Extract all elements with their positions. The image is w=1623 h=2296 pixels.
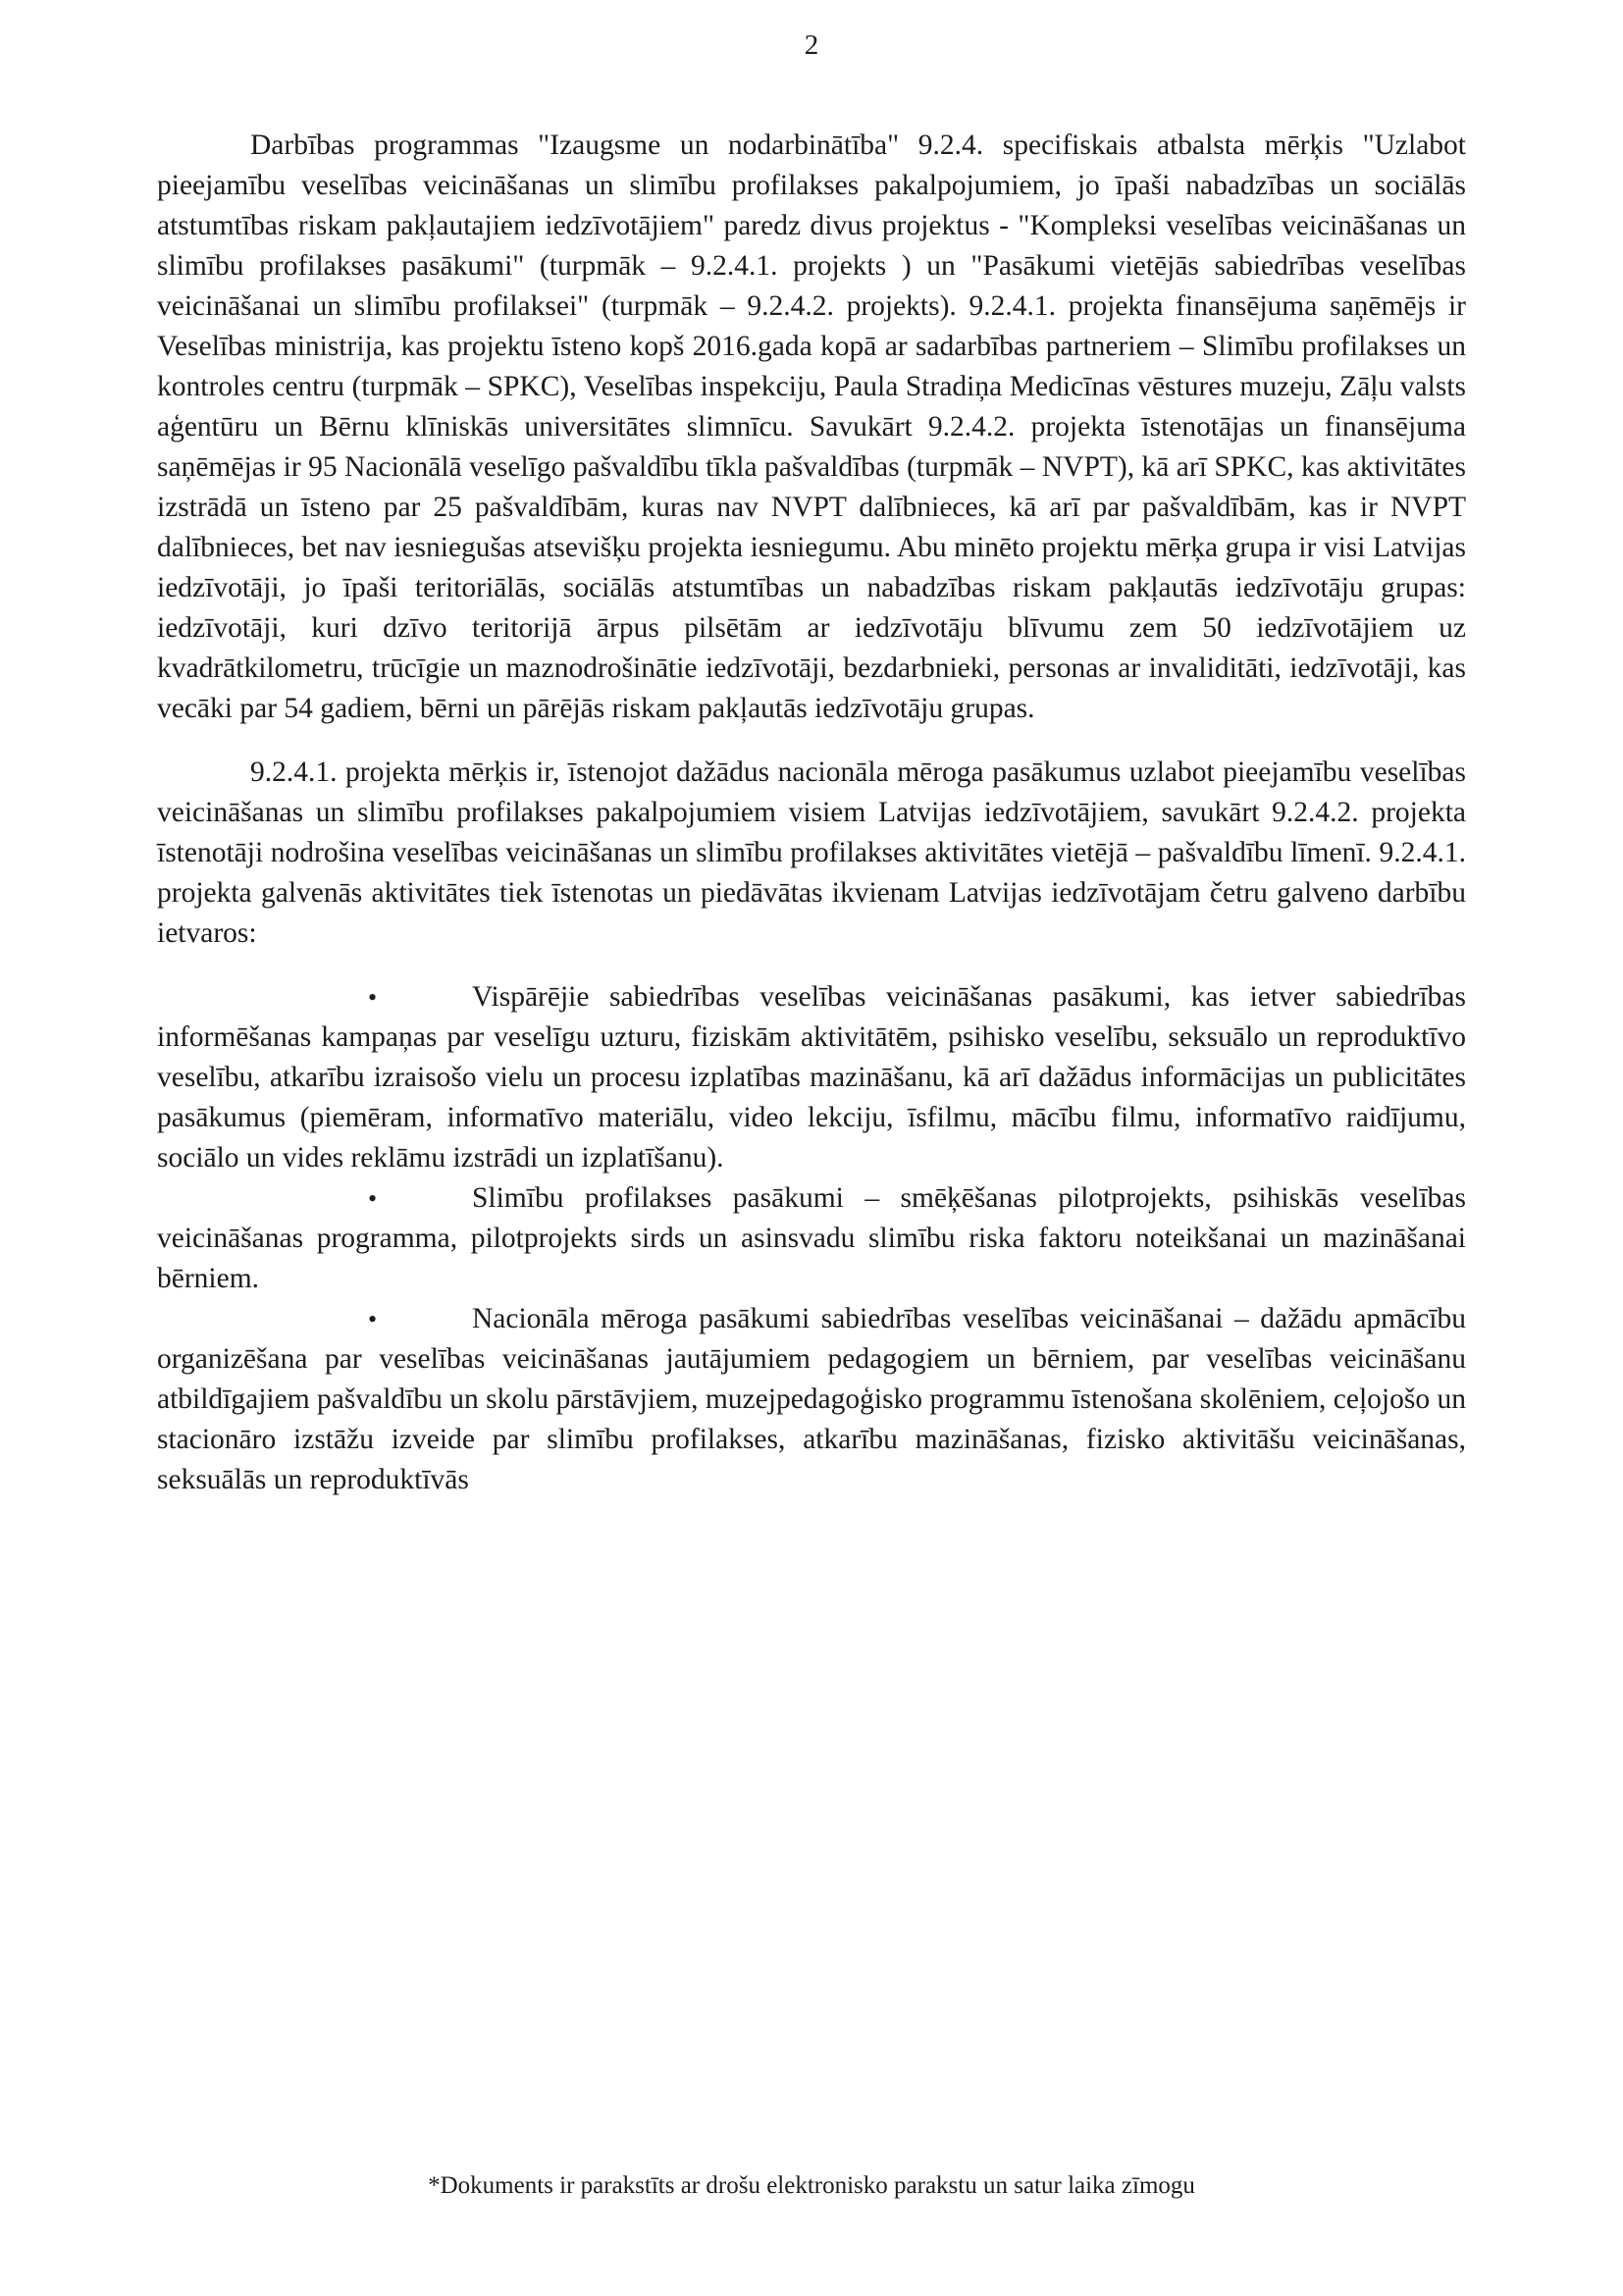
bullet-item-1-text: Vispārējie sabiedrības veselības veicināšanas pasākumi, kas ietver sabiedrības informēšanas kampaņas par veselīgu uzturu, fiziskām aktivitātēm, psihisko veselību, seksuālo un reproduktīvo veselību, atkarību izraisošo vielu un procesu izplatības mazināšanu, kā arī dažādus informācijas un publicitātes pasākumus (piemēram, informatīvo materiālu, video lekciju, īsfilmu, mācību filmu, informatīvo raidījumu, sociālo un vides reklāmu izstrādi un izplatīšanu). — [157, 981, 1466, 1174]
bullet-icon: • — [368, 1184, 378, 1213]
bullet-item-2 — [157, 1178, 1466, 1299]
bullet-item-3 — [157, 1299, 1466, 1500]
document-body — [157, 126, 1466, 1500]
bullet-item-1 — [157, 977, 1466, 1178]
page-number: 2 — [804, 29, 819, 61]
bullet-item-2-text: Slimību profilakses pasākumi – smēķēšanas pilotprojekts, psihiskās veselības veicināšanas programma, pilotprojekts sirds un asinsvadu slimību riska faktoru noteikšanai un mazināšanai bērniem. — [157, 1182, 1466, 1294]
bullet-icon: • — [368, 1305, 378, 1333]
bullet-icon: • — [368, 983, 378, 1012]
bullet-item-3-text: Nacionāla mēroga pasākumi sabiedrības veselības veicināšanai – dažādu apmācību organizēšana par veselības veicināšanas jautājumiem pedagogiem un bērniem, par veselības veicināšanu atbildīgajiem pašvaldību un skolu pārstāvjiem, muzejpedagoģisko programmu īstenošana skolēniem, ceļojošo un stacionāro izstāžu izveide par slimību profilakses, atkarību mazināšanas, fizisko aktivitāšu veicināšanas, seksuālās un reproduktīvās — [157, 1303, 1466, 1495]
paragraph-1: Darbības programmas "Izaugsme un nodarbinātība" 9.2.4. specifiskais atbalsta mērķis "Uzlabot pieejamību veselības veicināšanas un slimību profilakses pakalpojumiem, jo īpaši nabadzības un sociālās atstumtības riskam pakļautajiem iedzīvotājiem" paredz divus projektus - "Kompleksi veselības veicināšanas un slimību profilakses pasākumi" (turpmāk – 9.2.4.1. projekts ) un "Pasākumi vietējās sabiedrības veselības veicināšanai un slimību profilaksei" (turpmāk – 9.2.4.2. projekts). 9.2.4.1. projekta finansējuma saņēmējs ir Veselības ministrija, kas projektu īsteno kopš 2016.gada kopā ar sadarbības partneriem – Slimību profilakses un kontroles centru (turpmāk – SPKC), Veselības inspekciju, Paula Stradiņa Medicīnas vēstures muzeju, Zāļu valsts aģentūru un Bērnu klīniskās universitātes slimnīcu. Savukārt 9.2.4.2. projekta īstenotājas un finansējuma saņēmējas ir 95 Nacionālā veselīgo pašvaldību tīkla pašvaldības (turpmāk – NVPT), kā arī SPKC, kas aktivitātes izstrādā un īsteno par 25 pašvaldībām, kuras nav NVPT dalībnieces, kā arī par pašvaldībām, kas ir NVPT dalībnieces, bet nav iesniegušas atsevišķu projekta iesniegumu. Abu minēto projektu mērķa grupa ir visi Latvijas iedzīvotāji, jo īpaši teritoriālās, sociālās atstumtības un nabadzības riskam pakļautās iedzīvotāju grupas: iedzīvotāji, kuri dzīvo teritorijā ārpus pilsētām ar iedzīvotāju blīvumu zem 50 iedzīvotājiem uz kvadrātkilometru, trūcīgie un maznodrošinātie iedzīvotāji, bezdarbnieki, personas ar invaliditāti, iedzīvotāji, kas vecāki par 54 gadiem, bērni un pārējās riskam pakļautās iedzīvotāju grupas. — [157, 130, 1466, 724]
paragraph-2: 9.2.4.1. projekta mērķis ir, īstenojot dažādus nacionāla mēroga pasākumus uzlabot pieejamību veselības veicināšanas un slimību profilakses pakalpojumiem visiem Latvijas iedzīvotājiem, savukārt 9.2.4.2. projekta īstenotāji nodrošina veselības veicināšanas un slimību profilakses aktivitātes vietējā – pašvaldību līmenī. 9.2.4.1. projekta galvenās aktivitātes tiek īstenotas un piedāvātas ikvienam Latvijas iedzīvotājam četru galveno darbību ietvaros: — [157, 757, 1466, 949]
signature-footer-note: *Dokuments ir parakstīts ar drošu elektronisko parakstu un satur laika zīmogu — [428, 2172, 1195, 2199]
